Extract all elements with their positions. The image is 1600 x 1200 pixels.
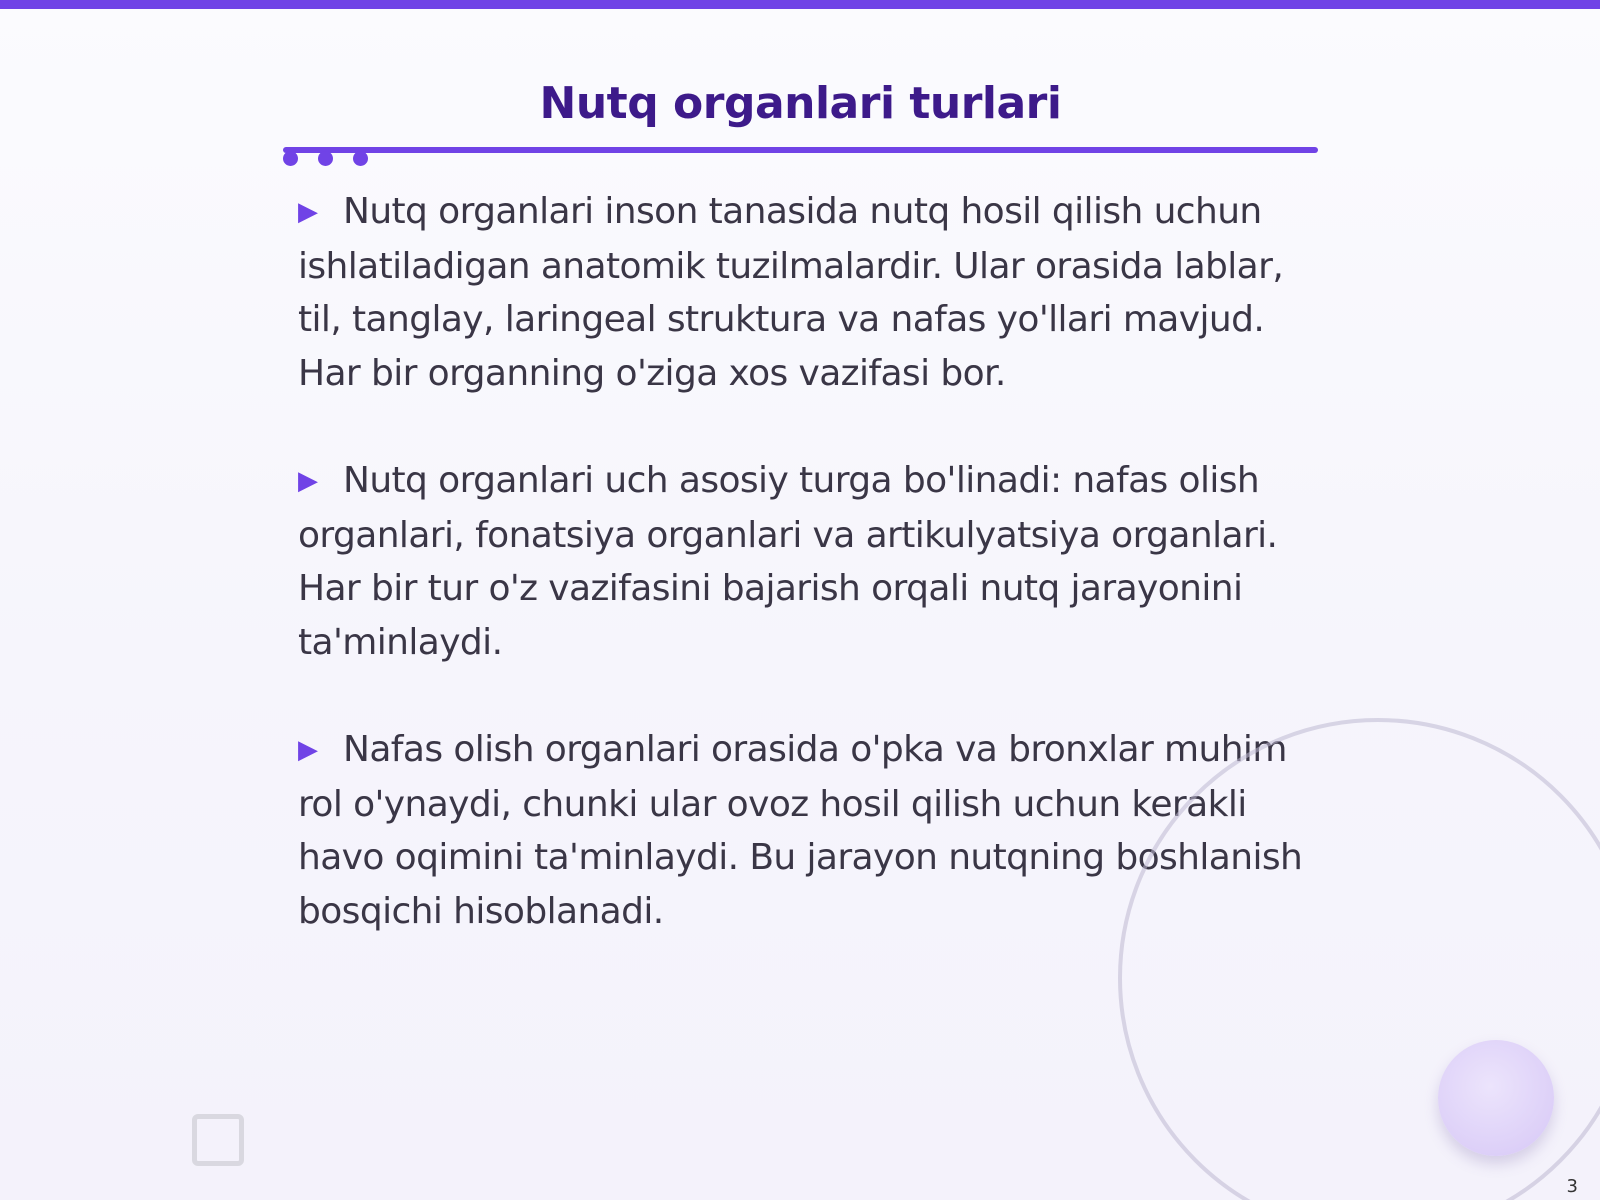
triangle-bullet-icon: ▶ (298, 466, 318, 496)
triangle-bullet-icon: ▶ (298, 735, 318, 765)
page-number: 3 (1566, 1176, 1578, 1197)
slide-title: Nutq organlari turlari (539, 78, 1062, 129)
decorative-bubble (1438, 1040, 1554, 1156)
decoration-dot (318, 151, 333, 166)
title-underline (283, 147, 1318, 153)
bullet-item (298, 185, 1328, 400)
triangle-bullet-icon: ▶ (298, 197, 318, 227)
bullet-item (298, 454, 1328, 669)
title-dots-decoration (283, 151, 373, 167)
decoration-dot (283, 151, 298, 166)
bullet-text: Nutq organlari inson tanasida nutq hosil qilish uchun ishlatiladigan anatomik tuzilmalardir. Ular orasida lablar, til, tanglay, laringeal struktura va nafas yo'llari mavjud. Har bir organning o'ziga xos vazifasi bor. (298, 191, 1284, 394)
bullet-text: Nutq organlari uch asosiy turga bo'linadi: nafas olish organlari, fonatsiya organlari va artikulyatsiya organlari. Har bir tur o'z vazifasini bajarish orqali nutq jarayonini ta'minlaydi. (298, 460, 1278, 663)
decoration-dot (353, 151, 368, 166)
bullet-text: Nafas olish organlari orasida o'pka va bronxlar muhim rol o'ynaydi, chunki ular ovoz hosil qilish uchun kerakli havo oqimini ta'minlaydi. Bu jarayon nutqning boshlanish bosqichi hisoblanadi. (298, 729, 1303, 932)
decorative-square (192, 1114, 244, 1166)
top-accent-bar (0, 0, 1600, 9)
